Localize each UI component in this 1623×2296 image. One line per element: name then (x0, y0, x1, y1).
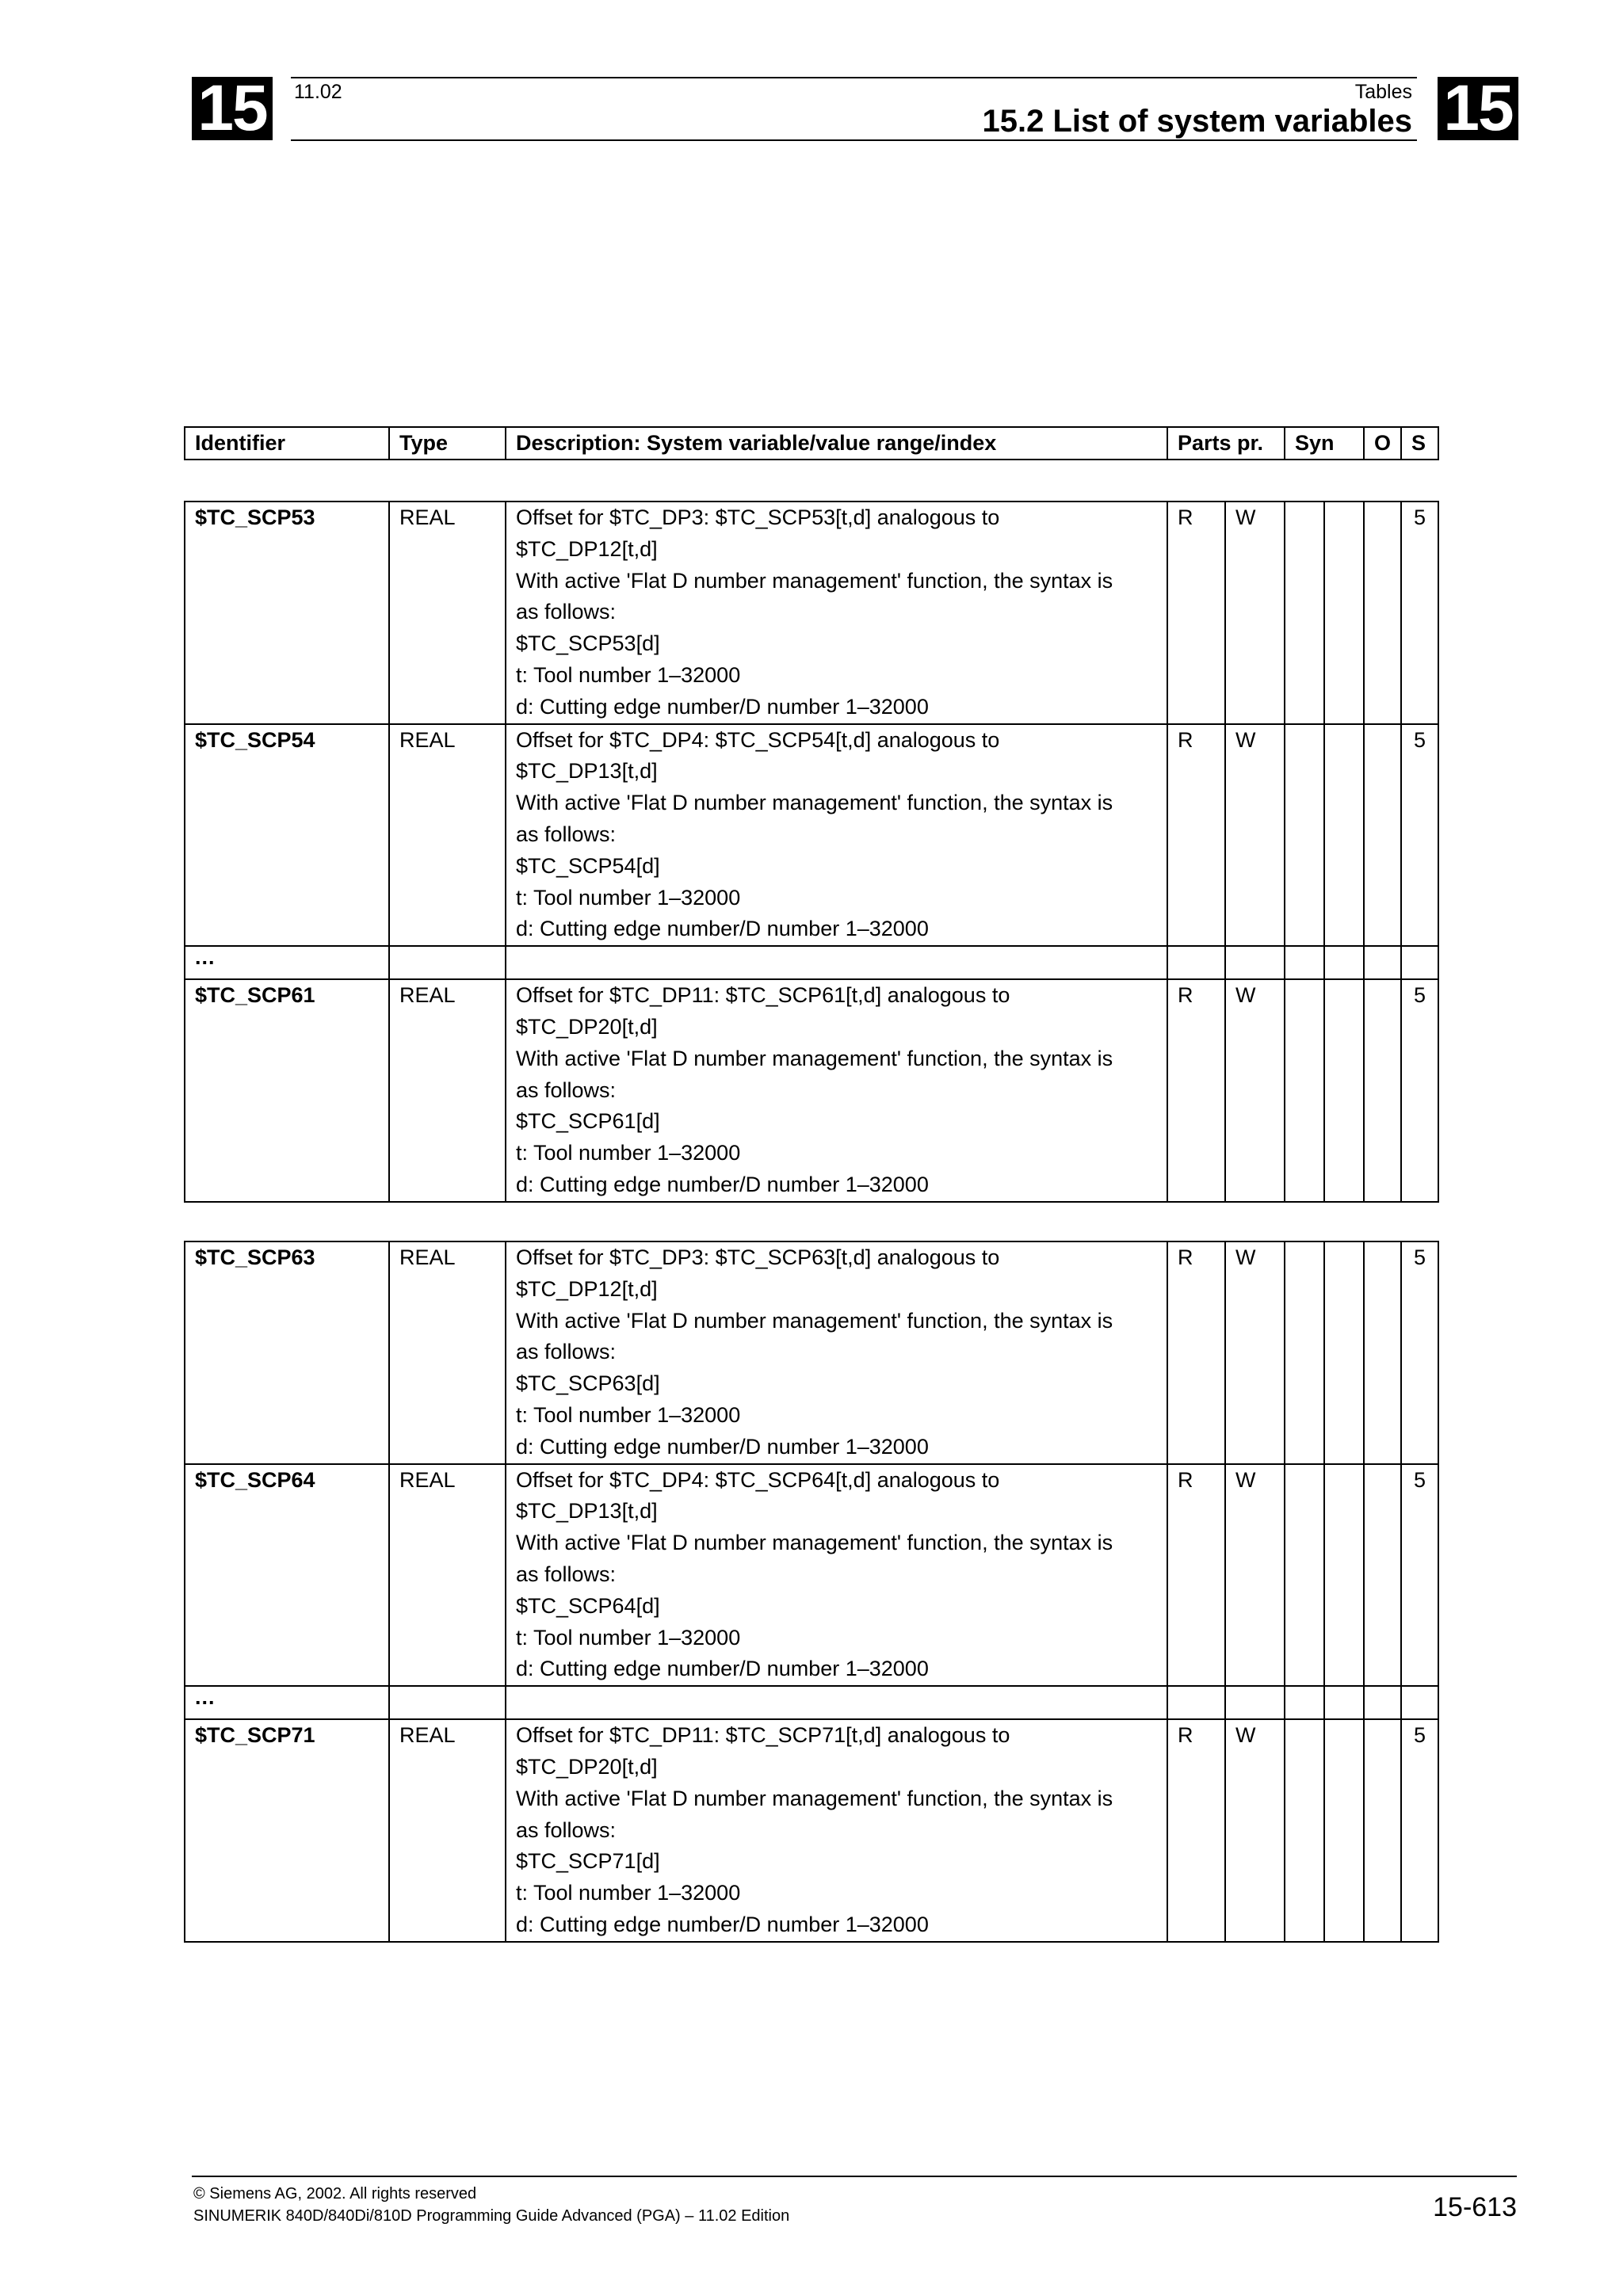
variable-description (506, 946, 1167, 979)
description-line: Offset for $TC_DP11: $TC_SCP71[t,d] analogous to (516, 1723, 1010, 1748)
description-line: $TC_SCP71[d] (516, 1849, 660, 1874)
description-line: $TC_DP20[t,d] (516, 1754, 658, 1779)
header-chapter-name: Tables (1354, 81, 1412, 103)
s-value: 5 (1401, 979, 1438, 1202)
footer-copyright: © Siemens AG, 2002. All rights reserved (193, 2185, 477, 2203)
variable-description (506, 724, 1167, 947)
parts-pr-write: W (1225, 1464, 1285, 1687)
o-cell (1364, 502, 1401, 724)
table-row (185, 502, 1438, 724)
s-value: 5 (1401, 1241, 1438, 1464)
variable-identifier: $TC_SCP71 (185, 1719, 389, 1942)
description-line: d: Cutting edge number/D number 1–32000 (516, 1434, 929, 1459)
description-line: t: Tool number 1–32000 (516, 885, 741, 910)
o-cell (1364, 724, 1401, 947)
parts-pr-read: R (1167, 1241, 1225, 1464)
column-header-table (184, 426, 1439, 460)
footer-manual-title: SINUMERIK 840D/840Di/810D Programming Guide Advanced (PGA) – 11.02 Edition (193, 2207, 790, 2225)
description-line: as follows: (516, 1340, 617, 1364)
variable-description (506, 1719, 1167, 1942)
s-value: 5 (1401, 724, 1438, 947)
table-row (185, 724, 1438, 947)
description-line: as follows: (516, 1562, 617, 1586)
description-line: as follows: (516, 1817, 617, 1842)
syn-cell-2 (1324, 1464, 1364, 1687)
parts-pr-write: W (1225, 724, 1285, 947)
description-line: Offset for $TC_DP4: $TC_SCP54[t,d] analogous to (516, 727, 1000, 752)
syn-cell-1 (1285, 1464, 1324, 1687)
description-line: $TC_SCP53[d] (516, 631, 660, 656)
variable-description (506, 1686, 1167, 1719)
syn-cell-2 (1324, 946, 1364, 979)
description-line: t: Tool number 1–32000 (516, 1625, 741, 1650)
description-line: Offset for $TC_DP4: $TC_SCP64[t,d] analogous to (516, 1467, 1000, 1492)
o-cell (1364, 1719, 1401, 1942)
variable-identifier: ... (185, 1686, 389, 1719)
s-value (1401, 1686, 1438, 1719)
description-line: $TC_SCP63[d] (516, 1371, 660, 1396)
table-row (185, 979, 1438, 1202)
syn-cell-1 (1285, 724, 1324, 947)
description-line: $TC_DP12[t,d] (516, 1276, 658, 1301)
parts-pr-write: W (1225, 1241, 1285, 1464)
description-line: With active 'Flat D number management' function, the syntax is (516, 1308, 1113, 1333)
variable-description (506, 1241, 1167, 1464)
description-line: $TC_DP20[t,d] (516, 1014, 658, 1039)
description-line: $TC_SCP54[d] (516, 853, 660, 878)
syn-cell-2 (1324, 1686, 1364, 1719)
col-header-type: Type (389, 427, 506, 460)
syn-cell-2 (1324, 502, 1364, 724)
description-line: as follows: (516, 822, 617, 846)
parts-pr-read (1167, 1686, 1225, 1719)
description-line: $TC_SCP61[d] (516, 1109, 660, 1134)
col-header-s: S (1401, 427, 1438, 460)
syn-cell-1 (1285, 1686, 1324, 1719)
parts-pr-write: W (1225, 1719, 1285, 1942)
o-cell (1364, 1686, 1401, 1719)
description-line: t: Tool number 1–32000 (516, 1881, 741, 1905)
s-value: 5 (1401, 1719, 1438, 1942)
variable-type (389, 1686, 506, 1719)
syn-cell-1 (1285, 1719, 1324, 1942)
parts-pr-write: W (1225, 979, 1285, 1202)
description-line: $TC_DP13[t,d] (516, 759, 658, 784)
variable-identifier: ... (185, 946, 389, 979)
footer-rule (192, 2176, 1517, 2177)
section-title: 15.2 List of system variables (982, 104, 1412, 139)
description-line: With active 'Flat D number management' function, the syntax is (516, 1046, 1113, 1070)
variable-type: REAL (389, 1241, 506, 1464)
syn-cell-1 (1285, 946, 1324, 979)
description-line: With active 'Flat D number management' function, the syntax is (516, 1531, 1113, 1555)
variable-table-group-b (184, 1241, 1439, 1943)
table-row (185, 1719, 1438, 1942)
table-row (185, 1241, 1438, 1464)
syn-cell-1 (1285, 502, 1324, 724)
col-header-o: O (1364, 427, 1401, 460)
o-cell (1364, 1464, 1401, 1687)
variable-identifier: $TC_SCP64 (185, 1464, 389, 1687)
table-row (185, 1686, 1438, 1719)
parts-pr-write (1225, 1686, 1285, 1719)
table-row (185, 1464, 1438, 1687)
description-line: $TC_DP12[t,d] (516, 536, 658, 561)
variable-description (506, 979, 1167, 1202)
description-line: t: Tool number 1–32000 (516, 662, 741, 687)
description-line: d: Cutting edge number/D number 1–32000 (516, 1912, 929, 1936)
s-value: 5 (1401, 502, 1438, 724)
parts-pr-read: R (1167, 502, 1225, 724)
description-line: d: Cutting edge number/D number 1–32000 (516, 694, 929, 719)
description-line: d: Cutting edge number/D number 1–32000 (516, 917, 929, 941)
col-header-description: Description: System variable/value range/index (506, 427, 1167, 460)
o-cell (1364, 1241, 1401, 1464)
description-line: With active 'Flat D number management' function, the syntax is (516, 1786, 1113, 1810)
description-line: Offset for $TC_DP3: $TC_SCP53[t,d] analogous to (516, 505, 1000, 529)
syn-cell-2 (1324, 1241, 1364, 1464)
description-line: Offset for $TC_DP11: $TC_SCP61[t,d] analogous to (516, 983, 1010, 1008)
parts-pr-write: W (1225, 502, 1285, 724)
page-number: 15-613 (1433, 2192, 1517, 2222)
variable-description (506, 502, 1167, 724)
variable-identifier: $TC_SCP63 (185, 1241, 389, 1464)
description-line: $TC_DP13[t,d] (516, 1499, 658, 1524)
table-row (185, 946, 1438, 979)
header-rule-top (291, 77, 1417, 78)
col-header-parts-pr: Parts pr. (1167, 427, 1285, 460)
variable-table-group-a (184, 501, 1439, 1203)
description-line: as follows: (516, 600, 617, 624)
syn-cell-1 (1285, 979, 1324, 1202)
description-line: $TC_SCP64[d] (516, 1593, 660, 1618)
description-line: With active 'Flat D number management' function, the syntax is (516, 791, 1113, 815)
o-cell (1364, 946, 1401, 979)
parts-pr-read: R (1167, 1464, 1225, 1687)
variable-type: REAL (389, 1464, 506, 1687)
variable-description (506, 1464, 1167, 1687)
header-edition: 11.02 (294, 81, 342, 103)
header-rule-bottom (291, 139, 1417, 141)
col-header-syn: Syn (1285, 427, 1364, 460)
syn-cell-2 (1324, 724, 1364, 947)
description-line: With active 'Flat D number management' function, the syntax is (516, 568, 1113, 593)
description-line: d: Cutting edge number/D number 1–32000 (516, 1172, 929, 1196)
description-line: Offset for $TC_DP3: $TC_SCP63[t,d] analogous to (516, 1245, 1000, 1269)
variable-type: REAL (389, 1719, 506, 1942)
chapter-number-right: 15 (1438, 77, 1518, 140)
variable-identifier: $TC_SCP61 (185, 979, 389, 1202)
variable-type: REAL (389, 502, 506, 724)
description-line: as follows: (516, 1077, 617, 1102)
s-value (1401, 946, 1438, 979)
variable-type: REAL (389, 979, 506, 1202)
parts-pr-write (1225, 946, 1285, 979)
variable-identifier: $TC_SCP53 (185, 502, 389, 724)
s-value: 5 (1401, 1464, 1438, 1687)
syn-cell-2 (1324, 979, 1364, 1202)
variable-type (389, 946, 506, 979)
parts-pr-read: R (1167, 724, 1225, 947)
description-line: d: Cutting edge number/D number 1–32000 (516, 1657, 929, 1681)
variable-type: REAL (389, 724, 506, 947)
parts-pr-read (1167, 946, 1225, 979)
parts-pr-read: R (1167, 1719, 1225, 1942)
description-line: t: Tool number 1–32000 (516, 1402, 741, 1427)
syn-cell-2 (1324, 1719, 1364, 1942)
col-header-identifier: Identifier (185, 427, 389, 460)
description-line: t: Tool number 1–32000 (516, 1141, 741, 1165)
syn-cell-1 (1285, 1241, 1324, 1464)
chapter-number-left: 15 (192, 77, 273, 140)
o-cell (1364, 979, 1401, 1202)
parts-pr-read: R (1167, 979, 1225, 1202)
variable-identifier: $TC_SCP54 (185, 724, 389, 947)
